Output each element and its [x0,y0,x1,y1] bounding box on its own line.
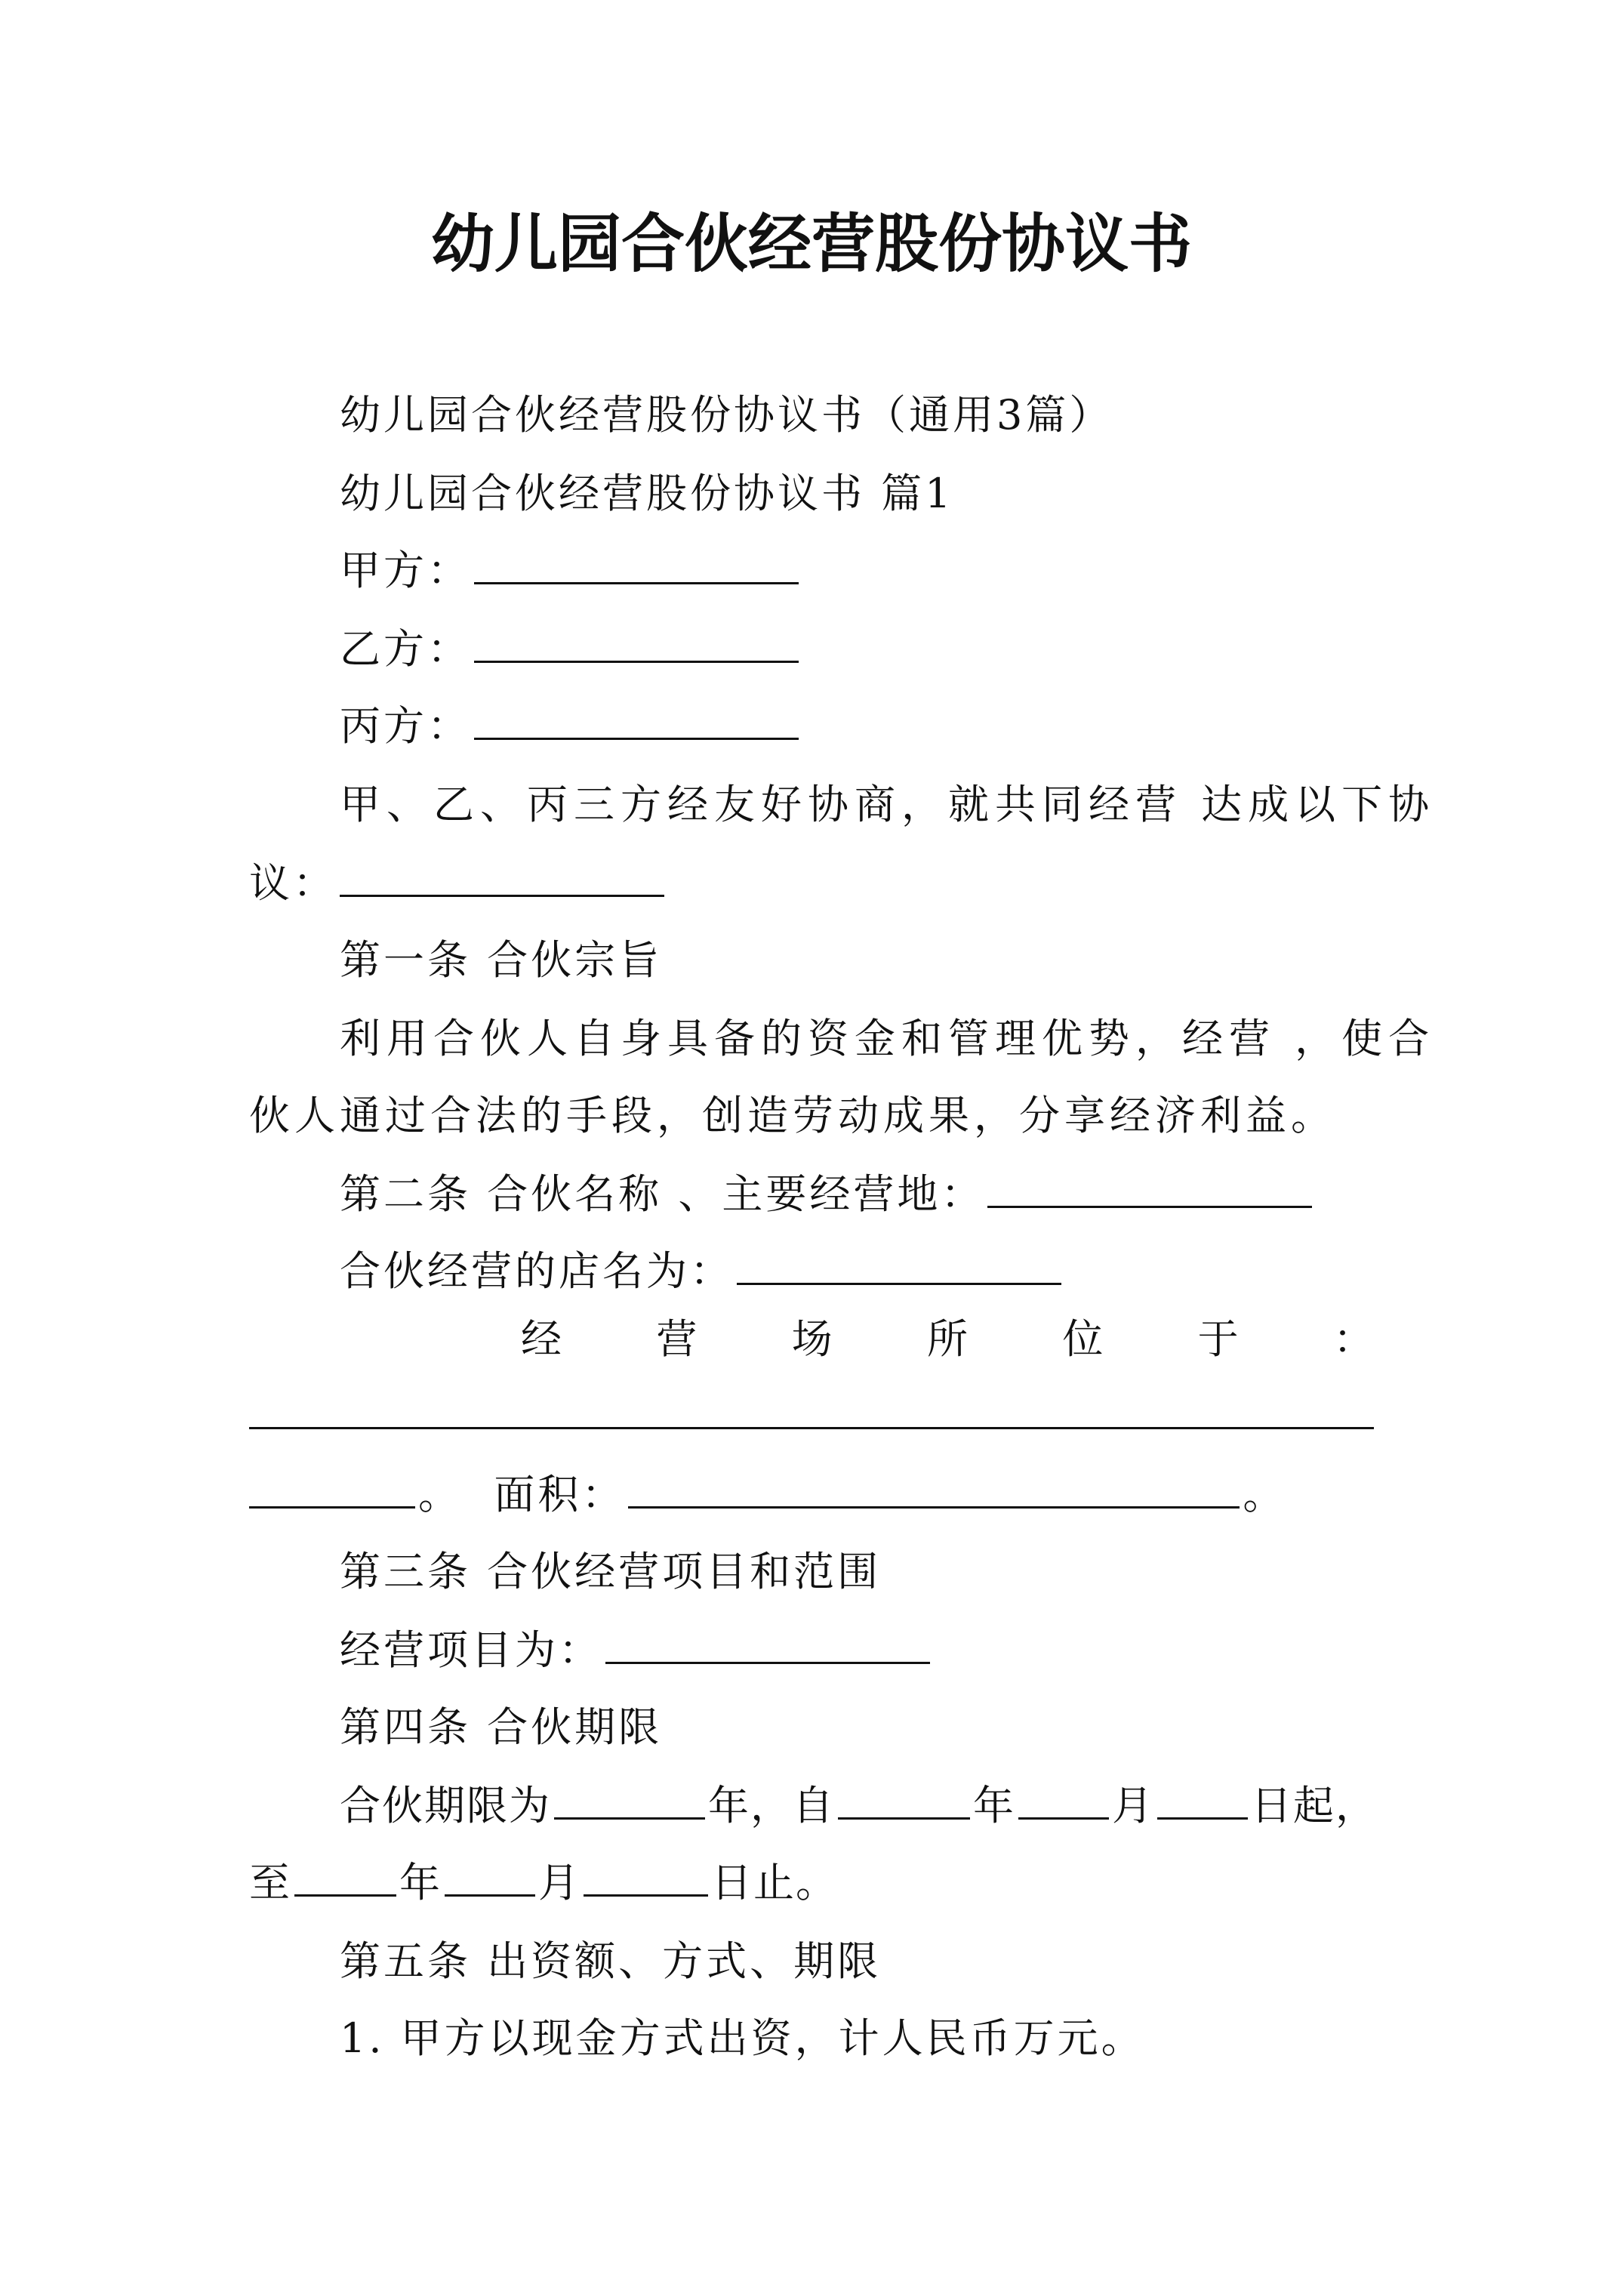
article-5-title: 第五条 出资额、方式、期限 [340,1937,882,1985]
to-label: 至 [249,1859,291,1906]
store-name-label: 合伙经营的店名为： [340,1247,734,1295]
term-years-blank[interactable] [554,1783,705,1820]
intro-blank[interactable] [340,860,664,897]
party-b-label: 乙方： [340,625,471,673]
article-1-text-2: 伙人通过合法的手段，创造劳动成果，分享经济利益。 [249,1092,1336,1139]
party-a-blank[interactable] [474,547,799,584]
party-c-blank[interactable] [474,703,799,740]
start-month-blank[interactable] [1018,1783,1109,1820]
location-blank[interactable] [987,1171,1312,1208]
venue-char: 场 [791,1315,833,1363]
term-line-2 [249,1859,838,1907]
business-items-label: 经营项目为： [340,1626,602,1674]
area-period: 。 [1243,1471,1287,1518]
venue-char: 经 [521,1315,562,1363]
article-3-title: 第三条 合伙经营项目和范围 [340,1548,882,1595]
article-2-title: 第二条 合伙名称 、主要经营地： [340,1170,985,1218]
party-b-line [340,625,802,673]
document-title: 幼儿园合伙经营股份协议书 [430,207,1192,281]
end-month-blank[interactable] [445,1860,535,1897]
area-line [249,1471,1286,1519]
party-a-line [340,547,802,595]
article-4-title: 第四条 合伙期限 [340,1703,663,1751]
venue-char: 于 [1197,1315,1239,1363]
party-c-line [340,702,802,750]
year-label: 年 [399,1859,442,1906]
end-day-label: 日止。 [711,1859,838,1906]
business-items-blank[interactable] [605,1627,930,1664]
venue-char: 位 [1062,1315,1104,1363]
article-2-title-line [340,1170,1315,1219]
venue-char: 营 [656,1315,698,1363]
start-year-blank[interactable] [838,1783,970,1820]
start-day-label: 日起， [1251,1782,1378,1829]
venue-period: 。 [418,1471,462,1518]
venue-location-blank-end[interactable] [249,1472,415,1509]
article-1-text-1: 利用合伙人自身具备的资金和管理优势，经营 ，使合 [340,1015,1436,1062]
intro-label: 议： [249,859,337,907]
year-label: 年 [973,1782,1015,1829]
month-label: 月 [538,1859,581,1906]
term-from-label: 年，自 [708,1782,835,1829]
term-label: 合伙期限为 [340,1782,551,1829]
intro-line-2 [249,859,667,908]
end-day-blank[interactable] [584,1860,708,1897]
store-name-line [340,1247,1064,1296]
article-1-title: 第一条 合伙宗旨 [340,936,663,984]
area-label: 面积： [494,1471,626,1518]
party-a-label: 甲方： [340,547,471,594]
part-title: 幼儿园合伙经营股份协议书 篇1 [340,470,954,517]
month-label: 月 [1112,1782,1154,1829]
store-name-blank[interactable] [737,1248,1061,1285]
party-b-blank[interactable] [474,626,799,663]
article-5-item-1: 1. 甲方以现金方式出资，计人民币万元。 [340,2014,1145,2062]
venue-char: ： [1332,1315,1374,1363]
venue-location-blank[interactable] [249,1427,1374,1429]
subtitle: 幼儿园合伙经营股份协议书（通用3篇） [340,391,1113,439]
area-blank[interactable] [628,1472,1240,1509]
venue-location-label [521,1315,1374,1364]
business-items-line [340,1626,933,1675]
party-c-label: 丙方： [340,702,471,750]
end-year-blank[interactable] [294,1860,396,1897]
intro-line-1: 甲、乙、丙三方经友好协商，就共同经营 达成以下协 [340,781,1436,828]
start-day-blank[interactable] [1157,1783,1248,1820]
term-line-1 [340,1782,1378,1830]
venue-char: 所 [926,1315,968,1363]
